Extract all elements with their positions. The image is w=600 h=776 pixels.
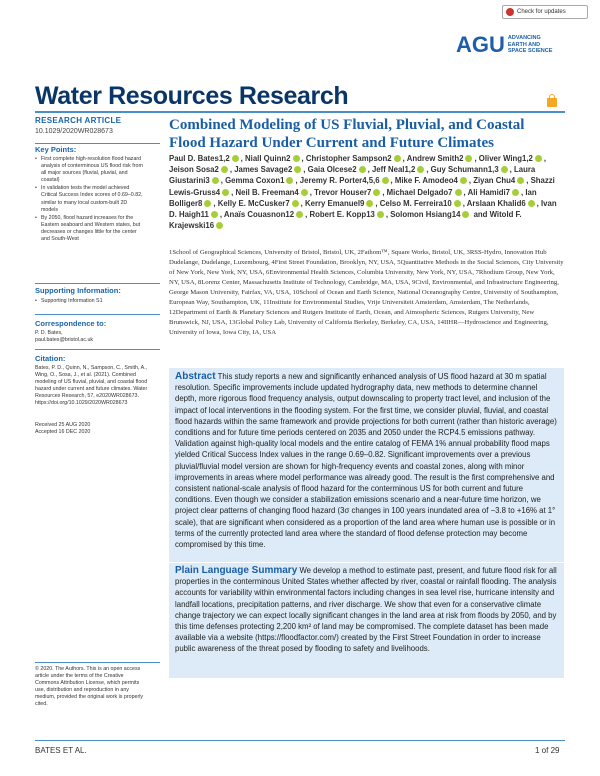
orcid-icon[interactable] — [222, 189, 229, 196]
orcid-icon[interactable] — [373, 189, 380, 196]
author-name: Arslaan Khalid6 — [466, 198, 526, 208]
agu-tagline-line: SPACE SCIENCE — [507, 48, 553, 55]
author-name: Michael Delgado7 — [386, 187, 453, 197]
agu-wordmark: AGU — [456, 32, 505, 57]
author-name: Trevor Houser7 — [314, 187, 372, 197]
header-divider — [35, 111, 565, 113]
orcid-icon[interactable] — [232, 155, 239, 162]
abstract-box — [169, 368, 564, 562]
page-number: 1 of 29 — [535, 746, 560, 755]
author-name: Laura Giustarini3 — [169, 165, 536, 186]
sidebar-divider — [35, 662, 160, 663]
author-name: Jeremy R. Porter4,5,6 — [299, 176, 380, 186]
key-points-label: Key Points: — [35, 145, 77, 154]
orcid-icon[interactable] — [517, 177, 524, 184]
supporting-info-link[interactable]: • Supporting Information S1 — [35, 298, 160, 305]
plain-language-summary-box — [169, 563, 564, 678]
orcid-icon[interactable] — [512, 189, 519, 196]
doi[interactable]: 10.1029/2020WR028673 — [35, 128, 113, 135]
orcid-icon[interactable] — [462, 211, 469, 218]
author-name: Anaïs Couasnon12 — [223, 210, 295, 220]
footer-divider — [35, 740, 565, 741]
author-name: Robert E. Kopp13 — [309, 210, 375, 220]
sidebar-divider — [35, 283, 160, 284]
author-name: Shazzi Lewis-Gruss4 — [169, 176, 555, 197]
open-access-lock-icon — [547, 98, 557, 107]
author-name: Oliver Wing1,2 — [478, 154, 533, 163]
author-name: Mike F. Amodeo4 — [394, 176, 458, 186]
key-point: • First complete high-resolution flood hazard analysis of conterminous US flood risk from all major sources (fluvial, pluvial, and coastal) — [35, 156, 145, 184]
check-for-updates-badge[interactable] — [502, 5, 588, 19]
check-updates-label: Check for updates — [517, 9, 566, 15]
author-name: Celso M. Ferreira10 — [379, 198, 452, 208]
author-name: Jeff Neal1,2 — [371, 165, 416, 175]
author-name: Niall Quinn2 — [245, 154, 291, 163]
accepted-date: Accepted 16 DEC 2020 — [35, 428, 91, 435]
author-name: Guy Schumann1,3 — [430, 165, 499, 175]
orcid-icon[interactable] — [216, 222, 223, 229]
key-points-section — [35, 145, 160, 244]
orcid-icon[interactable] — [212, 177, 219, 184]
orcid-icon[interactable] — [454, 200, 461, 207]
orcid-icon[interactable] — [301, 189, 308, 196]
author-name: Ian Bolliger8 — [169, 187, 537, 208]
orcid-icon[interactable] — [359, 166, 366, 173]
author-name: Gaia Olcese2 — [307, 165, 357, 175]
pls-text: We develop a method to estimate past, present, and future flood risk for all properties in the conterminous United States whether affected by river, coastal or rainfall flooding. The analysis accounts for variability within environmental factors including changes in sea level rise, hurricane intensity and landfall locations, precipitation patterns, and river discharge. We show that even for a conservative climate change trajectory we can expect locally significant changes in the land area at risk from floods by 2050, and by this time defenses protecting 2,200 km² of land may be compromised. The complete dataset has been made available via a website (https://floodfactor.com/) created by the First Street Foundation in order to increase public awareness of the threat posed by flooding to safety and livelihoods. — [175, 566, 557, 654]
author-name: Neil B. Freeman4 — [235, 187, 299, 197]
article-type: RESEARCH ARTICLE — [35, 116, 122, 125]
agu-tagline — [508, 35, 553, 55]
author-name: Witold F. Krajewski16 — [169, 210, 522, 231]
orcid-icon[interactable] — [286, 177, 293, 184]
citation-text: Bates, P. D., Quinn, N., Sampson, C., Smith, A., Wing, O., Sosa, J., et al. (2021). Combined modeling of US fluvial, pluvial, and coastal flood hazard under current and future climates. Water Resources Research, 57, e2020WR028673. https://doi.org/10.1029/2020WR028673 — [35, 365, 148, 407]
correspondence-label: Correspondence to: — [35, 319, 107, 328]
received-date: Received 25 AUG 2020 — [35, 421, 91, 428]
author-name: Solomon Hsiang14 — [390, 210, 461, 220]
orcid-icon[interactable] — [221, 166, 228, 173]
orcid-icon[interactable] — [417, 166, 424, 173]
orcid-icon[interactable] — [394, 155, 401, 162]
affiliations: 1School of Geographical Sciences, University of Bristol, Bristol, UK, 2Fathom™, Square Works, Bristol, UK, 3RSS-Hydro, Innovation Hub Dudelange, Dudelange, Luxembourg, 4First Street Foundation, Brooklyn, NY, USA, 5Quantitative Methods in the Social Sciences, City University of New York, New York, NY, USA, 6Environmental Health Sciences, Columbia University, New York, NY, USA, 7Rhodium Group, New York, NY, USA, 8Lorenz Center, Massachusetts Institute of Technology, Cambridge, MA, USA, 9Civil, Environmental, and Infrastructure Engineering, George Mason University, Fairfax, VA, USA, 10School of Ocean and Earth Science, National Oceanography Centre, University of Southampton, European Way, Southampton, UK, 11Institute for Environmental Studies, Vrije Universiteit Amsterdam, Amsterdam, The Netherlands, 12Department of Earth & Planetary Sciences and Rutgers Institute of Earth, Ocean, and Atmospheric Sciences, Rutgers University, New Brunswick, NJ, USA, 13Global Policy Lab, University of California Berkeley, Berkeley, CA, USA, 14IIHR—Hydroscience and Engineering, University of Iowa, Iowa City, IA, USA — [169, 249, 564, 336]
key-point: • By 2050, flood hazard increases for the Eastern seaboard and Western states, but decreases or changes little for the center and South-West — [35, 215, 145, 243]
orcid-icon[interactable] — [366, 200, 373, 207]
author-name: James Savage2 — [234, 165, 293, 175]
correspondence-email[interactable]: paul.bates@bristol.ac.uk — [35, 337, 94, 344]
author-name: Ivan D. Haigh11 — [169, 198, 557, 220]
article-title: Combined Modeling of US Fluvial, Pluvial, and Coastal Flood Hazard Under Current and Future Climates — [169, 117, 525, 151]
supporting-info-section — [35, 286, 160, 306]
orcid-icon[interactable] — [382, 177, 389, 184]
author-list: Paul D. Bates1,2 , Niall Quinn2 , Christopher Sampson2 , Andrew Smith2 , Oliver Wing1,2 , Jeison Sosa2 , James Savage2 , Gaia Olcese2 , Jeff Neal1,2 , Guy Schumann1,3 , Laura Giustarini3 , Gemma Coxon1 , Jeremy R. Porter4,5,6 , Mike F. Amodeo4 , Ziyan Chu4 , Shazzi Lewis-Gruss4 , Neil B. Freeman4 , Trevor Houser7 , Michael Delgado7 , Ali Hamidi7 , Ian Bolliger8 , Kelly E. McCusker7 , Kerry Emanuel9 , Celso M. Ferreira10 , Arslaan Khalid6 , Ivan D. Haigh11 , Anaïs Couasnon12 , Robert E. Kopp13 , Solomon Hsiang14 and Witold F. Krajewski16 — [169, 154, 557, 231]
author-name: Kerry Emanuel9 — [305, 198, 365, 208]
license-text: © 2020. The Authors. This is an open access article under the terms of the Creative Commons Attribution License, which permits use, distribution and reproduction in any medium, provided the original work is properly cited. — [35, 666, 144, 708]
correspondence-section — [35, 319, 160, 344]
orcid-icon[interactable] — [528, 200, 535, 207]
correspondence-name: P. D. Bates, — [35, 330, 63, 336]
agu-logo — [456, 32, 552, 58]
orcid-icon[interactable] — [460, 177, 467, 184]
orcid-icon[interactable] — [294, 166, 301, 173]
abstract-heading: Abstract — [175, 371, 216, 382]
orcid-icon[interactable] — [204, 200, 211, 207]
journal-title: Water Resources Research — [35, 82, 349, 110]
supporting-info-label: Supporting Information: — [35, 286, 121, 295]
author-name: Gemma Coxon1 — [225, 176, 285, 186]
license-section — [35, 666, 147, 709]
key-point: • In validation tests the model achieved Critical Success Index scores of 0.69–0.82, similar to many local custom-built 2D models — [35, 185, 145, 213]
citation-label: Citation: — [35, 354, 66, 363]
author-name: Andrew Smith2 — [406, 154, 464, 163]
agu-tagline-line: ADVANCING — [507, 35, 541, 42]
orcid-icon[interactable] — [455, 189, 462, 196]
orcid-icon[interactable] — [293, 155, 300, 162]
author-name: Paul D. Bates1,2 — [169, 154, 230, 163]
agu-tagline-line: EARTH AND — [507, 41, 541, 48]
sidebar-divider — [35, 349, 160, 350]
orcid-icon[interactable] — [296, 211, 303, 218]
orcid-icon[interactable] — [465, 155, 472, 162]
orcid-icon[interactable] — [501, 166, 508, 173]
author-name: Christopher Sampson2 — [305, 154, 392, 163]
abstract-text: This study reports a new and significantly enhanced analysis of US flood hazard at 30 m spatial resolution. Specific improvements include updated hydrography data, new methods to determine channel depth, more rigorous flood frequency analysis, output downscaling to property tract level, and inclusion of the impact of local interventions in the flooding system. For the first time, we consider pluvial, fluvial, and coastal flood hazards within the same framework and provide projections for both current (rather than historic average) conditions and for future time periods centered on 2035 and 2050 under the RCP4.5 emissions pathway. Validation against high-quality local models and the entire catalog of FEMA 1% annual probability flood maps yielded Critical Success Index values in the range 0.69–0.82. Significant improvements over a previous pluvial/fluvial model version are shown for high-frequency events and coastal zones, along with minor improvements in areas where model performance was already good. The result is the first comprehensive and consistent national-scale analysis of flood hazard for the conterminous US for both current and future conditions. Even though we consider a stabilization emissions scenario and a near-future time horizon, we project clear patterns of changing flood hazard (3σ changes in 100 years inundated area of −3.8 to +16% at 1° scale), that are significant when considered as a proportion of the land area where human use is possible or in terms of the currently protected land area where the standard of flood defense protection may become compromised by this time. — [175, 372, 557, 550]
running-footer-authors: BATES ET AL. — [35, 746, 87, 755]
pls-heading: Plain Language Summary — [175, 565, 298, 576]
sidebar-divider — [35, 314, 160, 315]
updates-icon — [506, 8, 514, 16]
author-name: Jeison Sosa2 — [169, 165, 219, 175]
author-name: Ali Hamidi7 — [467, 187, 511, 197]
sidebar-divider — [35, 143, 160, 144]
orcid-icon[interactable] — [292, 200, 299, 207]
orcid-icon[interactable] — [535, 155, 542, 162]
citation-section — [35, 354, 150, 436]
orcid-icon[interactable] — [211, 211, 218, 218]
orcid-icon[interactable] — [377, 211, 384, 218]
author-name: and — [473, 210, 488, 220]
author-name: Ziyan Chu4 — [473, 176, 516, 186]
author-name: Kelly E. McCusker7 — [217, 198, 290, 208]
